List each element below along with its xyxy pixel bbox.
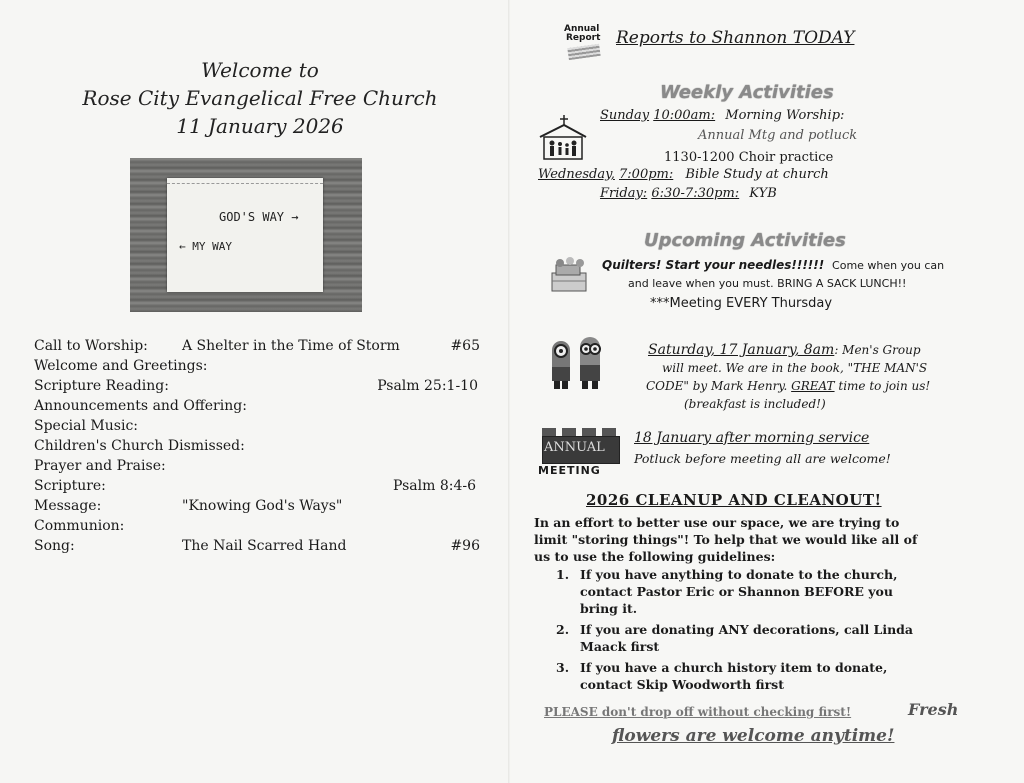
list-item — [556, 621, 976, 655]
reports-banner: Reports to Shannon TODAY — [616, 28, 855, 48]
annual-meeting-title: 18 January after morning service — [634, 430, 870, 446]
order-row — [34, 476, 480, 496]
list-line: contact Pastor Eric or Shannon BEFORE you — [580, 584, 893, 599]
sunday-line — [600, 108, 844, 123]
list-line: If you have a church history item to donate, — [580, 660, 888, 675]
sewing-supplies-icon — [548, 255, 592, 295]
sunday-time: 10:00am: — [653, 108, 716, 123]
order-label: Prayer and Praise: — [34, 458, 166, 474]
order-label: Message: — [34, 498, 102, 514]
order-row — [34, 376, 480, 396]
annual-report-icon — [560, 24, 610, 64]
mens-line3a: CODE" by Mark Henry. — [646, 379, 788, 393]
sunday-sub: Annual Mtg and potluck — [698, 128, 858, 143]
quilters-rest1: Come when you can — [832, 259, 945, 272]
annual-meeting-icon — [538, 428, 624, 478]
mens-line1-rest: : Men's Group — [834, 343, 921, 357]
list-number: 3. — [556, 660, 570, 675]
friday-desc: KYB — [749, 186, 777, 201]
annual-meeting-icon-board: ANNUAL — [544, 440, 605, 455]
list-line: If you are donating ANY decorations, call Linda — [580, 622, 914, 637]
quilters-rest2: and leave when you must. BRING A SACK LUNCH!! — [628, 277, 907, 290]
title-line-date: 11 January 2026 — [176, 114, 344, 138]
order-right: #65 — [450, 338, 480, 354]
friday-line — [600, 186, 777, 201]
gods-way-photo — [130, 158, 362, 312]
notepad — [167, 178, 323, 292]
wednesday-line — [538, 167, 829, 182]
cleanup-footer1: PLEASE don't drop off without checking first! — [544, 705, 852, 719]
list-number: 1. — [556, 567, 570, 582]
order-row — [34, 336, 480, 356]
list-line: bring it. — [580, 601, 638, 616]
wednesday-time: 7:00pm: — [619, 167, 674, 182]
order-label: Scripture Reading: — [34, 378, 169, 394]
gods-way-text: GOD'S WAY → — [219, 210, 299, 224]
order-of-service — [34, 336, 480, 556]
title-line-welcome: Welcome to — [201, 58, 319, 82]
mens-great: GREAT — [791, 379, 835, 393]
cleanup-footer3: flowers are welcome anytime! — [612, 726, 895, 746]
order-label: Communion: — [34, 518, 125, 534]
list-item — [556, 566, 976, 617]
cleanup-intro2: limit "storing things"! To help that we would like all of — [534, 532, 918, 547]
order-row — [34, 356, 480, 376]
order-label: Call to Worship: — [34, 338, 148, 354]
mens-date: Saturday, 17 January, 8am — [648, 342, 835, 358]
mens-line3 — [646, 379, 930, 393]
annual-report-icon-text: Annual — [564, 24, 600, 34]
list-number: 2. — [556, 622, 570, 637]
minions-icon — [546, 333, 610, 393]
cleanup-title: 2026 CLEANUP AND CLEANOUT! — [586, 491, 882, 509]
list-line: If you have anything to donate to the church, — [580, 567, 898, 582]
order-middle: A Shelter in the Time of Storm — [182, 338, 400, 354]
mens-line3c: time to join us! — [838, 379, 931, 393]
wednesday-desc: Bible Study at church — [685, 167, 829, 182]
order-row — [34, 396, 480, 416]
wednesday-day: Wednesday, — [538, 167, 615, 182]
mens-line4: (breakfast is included!) — [684, 397, 826, 411]
church-family-icon — [538, 113, 588, 161]
left-page — [0, 0, 510, 783]
mens-line1 — [648, 342, 921, 358]
order-row — [34, 416, 480, 436]
order-right: Psalm 8:4-6 — [393, 478, 476, 494]
order-label: Scripture: — [34, 478, 106, 494]
mens-line2: will meet. We are in the book, "THE MAN'S — [662, 361, 928, 375]
order-label: Welcome and Greetings: — [34, 358, 208, 374]
quilters-bold: Quilters! Start your needles!!!!!! — [602, 258, 825, 272]
annual-meeting-icon-label: MEETING — [538, 464, 601, 477]
title-line-church: Rose City Evangelical Free Church — [82, 86, 438, 110]
order-label: Announcements and Offering: — [34, 398, 247, 414]
my-way-text: ← MY WAY — [179, 240, 232, 253]
sunday-desc: Morning Worship: — [725, 108, 845, 123]
list-line: contact Skip Woodworth first — [580, 677, 784, 692]
order-right: #96 — [450, 538, 480, 554]
annual-report-icon-text: Report — [566, 33, 601, 43]
quilters-rest3: ***Meeting EVERY Thursday — [650, 296, 833, 311]
bulletin-title — [20, 56, 500, 140]
cleanup-guidelines — [556, 566, 976, 697]
cleanup-footer2: Fresh — [908, 700, 959, 719]
list-item — [556, 659, 976, 693]
choir-practice: 1130-1200 Choir practice — [664, 150, 834, 165]
order-row — [34, 456, 480, 476]
friday-time: 6:30-7:30pm: — [651, 186, 740, 201]
order-row — [34, 436, 480, 456]
order-row — [34, 496, 480, 516]
order-label: Song: — [34, 538, 75, 554]
order-middle: The Nail Scarred Hand — [182, 538, 347, 554]
list-line: Maack first — [580, 639, 660, 654]
upcoming-activities-heading: Upcoming Activities — [644, 230, 846, 251]
weekly-activities-heading: Weekly Activities — [660, 82, 834, 103]
order-middle: "Knowing God's Ways" — [182, 498, 343, 514]
cleanup-intro3: us to use the following guidelines: — [534, 549, 776, 564]
cleanup-intro1: In an effort to better use our space, we are trying to — [534, 515, 900, 530]
quilters-line1 — [602, 258, 944, 272]
order-label: Children's Church Dismissed: — [34, 438, 245, 454]
friday-day: Friday: — [600, 186, 648, 201]
order-row — [34, 516, 480, 536]
order-row — [34, 536, 480, 556]
order-label: Special Music: — [34, 418, 139, 434]
annual-meeting-desc: Potluck before meeting all are welcome! — [634, 451, 891, 466]
sunday-day: Sunday — [600, 108, 650, 123]
order-right: Psalm 25:1-10 — [377, 378, 478, 394]
